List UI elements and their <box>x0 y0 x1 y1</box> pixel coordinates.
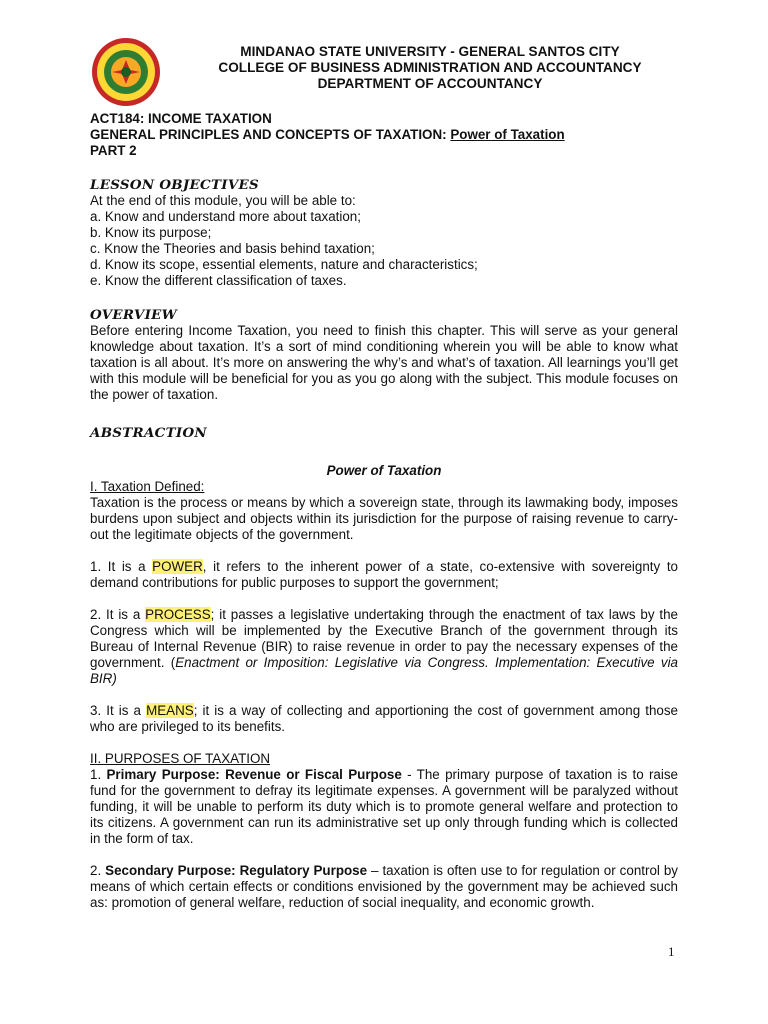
document-body <box>90 111 678 911</box>
point-prefix: 3. It is a <box>90 703 147 718</box>
point-text: ; it is a way of collecting and apportioning the cost of government among those who are privileged to its benefits. <box>90 703 678 734</box>
purpose-text: - The primary purpose of taxation is to raise fund for the government to defray its legitimate expenses. A government will be paralyzed without funding, it will be unable to perform its duty which is to promote general welfare and protection to its citizens. A government can run its administrative set up only through funding which is collected in the form of tax. <box>90 767 678 846</box>
header-university: MINDANAO STATE UNIVERSITY - GENERAL SANTOS CITY <box>240 44 620 59</box>
header-college: COLLEGE OF BUSINESS ADMINISTRATION AND ACCOUNTANCY <box>218 60 642 75</box>
document-header <box>150 44 710 92</box>
purpose-primary <box>90 767 678 847</box>
topic-prefix: GENERAL PRINCIPLES AND CONCEPTS OF TAXATION: <box>90 127 451 142</box>
point-process <box>90 607 678 687</box>
point-prefix: 1. It is a <box>90 559 153 574</box>
purpose-label: Secondary Purpose: Regulatory Purpose <box>105 863 368 878</box>
purpose-secondary <box>90 863 678 911</box>
objective-item: b. Know its purpose; <box>90 225 212 240</box>
overview-text: Before entering Income Taxation, you need to finish this chapter. This will serve as your general knowledge about taxation. It’s a sort of mind conditioning wherein you will be able to know what taxation is all about. It’s more on answering the why’s and what’s of taxation. All learnings you’ll get with this module will be beneficial for you as you go along with the subject. This module focuses on the power of taxation. <box>90 323 678 402</box>
point-italic-note: Enactment or Imposition: Legislative via Congress. Implementation: Executive via BIR) <box>90 655 678 686</box>
header-department: DEPARTMENT OF ACCOUNTANCY <box>317 76 543 91</box>
objective-item: c. Know the Theories and basis behind taxation; <box>90 241 375 256</box>
course-part: PART 2 <box>90 143 137 158</box>
definition-heading: I. Taxation Defined: <box>90 479 205 494</box>
course-info <box>90 111 678 159</box>
definition-text: Taxation is the process or means by which a sovereign state, through its lawmaking body, imposes burdens upon subject and objects within its jurisdiction for the purpose of raising revenue to carry-out the legitimate objects of the government. <box>90 495 678 542</box>
point-means <box>90 703 678 735</box>
highlight-process: PROCESS <box>145 607 211 622</box>
objective-item: a. Know and understand more about taxation; <box>90 209 361 224</box>
course-code-title: ACT184: INCOME TAXATION <box>90 111 272 126</box>
point-prefix: 2. It is a <box>90 607 146 622</box>
purpose-number: 1. <box>90 767 107 782</box>
section-title: Power of Taxation <box>326 463 442 478</box>
highlight-power: POWER <box>152 559 203 574</box>
abstraction-heading: ABSTRACTION <box>90 425 207 441</box>
point-text: ; it passes a legislative undertaking through the enactment of tax laws by the Congress which will be implemented by the Executive Branch of the government through its Bureau of Internal Revenue (BIR) to raise revenue in order to pay the necessary expenses of the government. ( <box>90 607 678 670</box>
objective-item: d. Know its scope, essential elements, nature and characteristics; <box>90 257 478 272</box>
objective-item: e. Know the different classification of taxes. <box>90 273 347 288</box>
purpose-text: – taxation is often use to for regulation or control by means of which certain effects or conditions envisioned by the government may be achieved such as: promotion of general welfare, reduction of social inequality, and economic growth. <box>90 863 678 910</box>
purpose-number: 2. <box>90 863 106 878</box>
point-text: , it refers to the inherent power of a state, co-extensive with sovereignty to demand contributions for public purposes to support the government; <box>90 559 678 590</box>
point-power <box>90 559 678 591</box>
purpose-label: Primary Purpose: Revenue or Fiscal Purpose <box>106 767 402 782</box>
course-topic <box>90 127 678 143</box>
purposes-heading: II. PURPOSES OF TAXATION <box>90 751 271 766</box>
highlight-means: MEANS <box>146 703 194 718</box>
objectives-intro: At the end of this module, you will be able to: <box>90 193 356 208</box>
overview-heading: OVERVIEW <box>90 307 177 323</box>
objectives-heading: LESSON OBJECTIVES <box>90 177 260 193</box>
topic-underlined: Power of Taxation <box>450 127 565 142</box>
page-number: 1 <box>668 944 675 959</box>
